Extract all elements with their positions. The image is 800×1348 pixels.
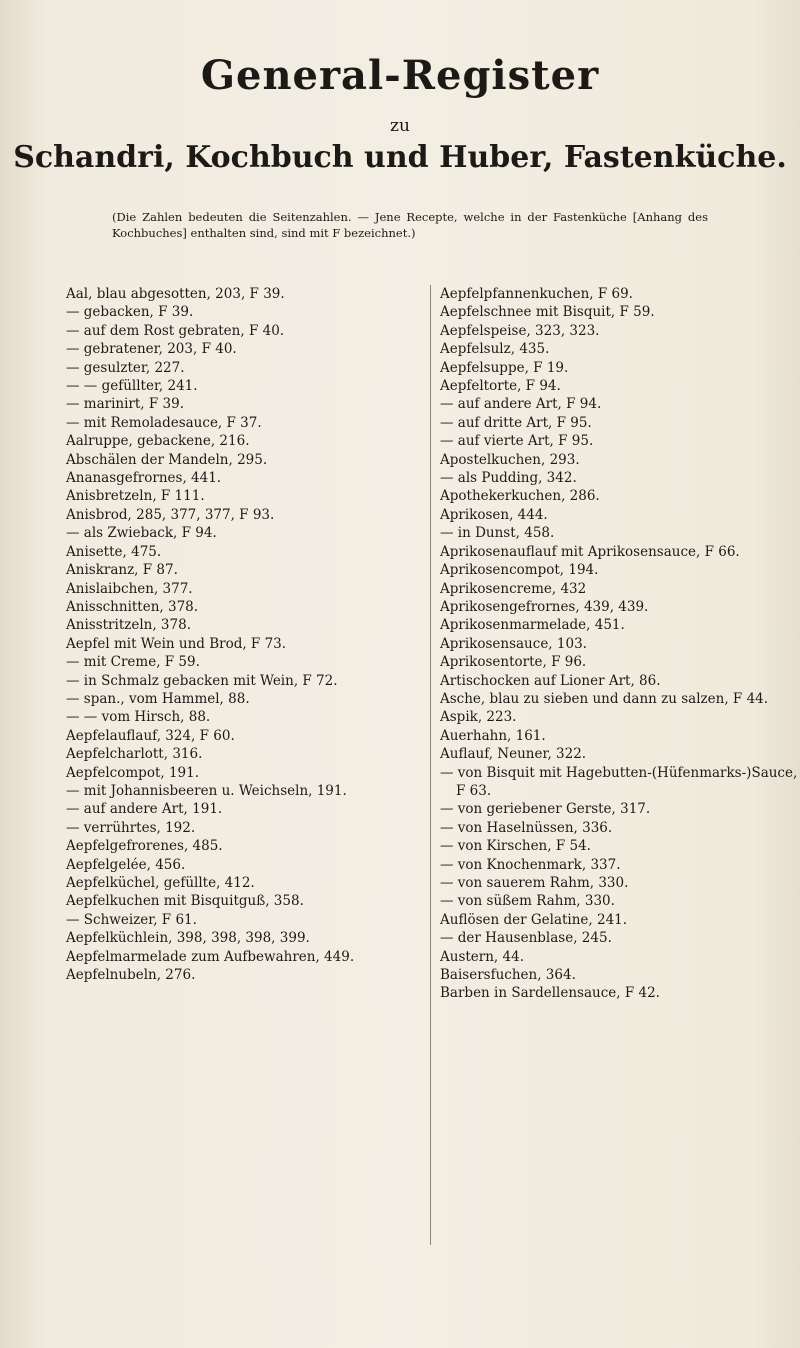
index-entry: — mit Creme, F 59. bbox=[66, 654, 200, 671]
page-title: General-Register bbox=[200, 52, 600, 99]
index-entry: — Schweizer, F 61. bbox=[66, 911, 197, 928]
index-entry: Aepfelküchlein, 398, 398, 398, 399. bbox=[66, 930, 310, 947]
index-entry: — auf dritte Art, F 95. bbox=[440, 414, 592, 431]
index-entry: Aepfelmarmelade zum Aufbewahren, 449. bbox=[66, 948, 355, 965]
index-entry: Aepfel mit Wein und Brod, F 73. bbox=[66, 635, 287, 652]
index-entry: Anisette, 475. bbox=[66, 543, 162, 560]
index-entry: Aepfelgefrorenes, 485. bbox=[66, 838, 223, 855]
index-entry: Aepfeltorte, F 94. bbox=[440, 378, 561, 395]
index-entry: — verrührtes, 192. bbox=[66, 819, 196, 836]
column-divider bbox=[430, 285, 431, 1245]
index-entry: — von Bisquit mit Hagebutten-(Hüfenmarks-)Sauce, F 63. bbox=[440, 764, 798, 799]
index-entry: — von Haselnüssen, 336. bbox=[440, 819, 613, 836]
index-entry: Asche, blau zu sieben und dann zu salzen, F 44. bbox=[440, 690, 769, 707]
left-column bbox=[66, 285, 421, 984]
index-entry: — auf vierte Art, F 95. bbox=[440, 433, 594, 450]
index-entry: — mit Johannisbeeren u. Weichseln, 191. bbox=[66, 782, 347, 799]
index-entry: Anisstritzeln, 378. bbox=[66, 617, 191, 634]
index-entry: Aprikosencompot, 194. bbox=[440, 562, 599, 579]
index-entry: — der Hausenblase, 245. bbox=[440, 930, 612, 947]
index-entry: Artischocken auf Lioner Art, 86. bbox=[440, 672, 661, 689]
index-entry: Aepfelcompot, 191. bbox=[66, 764, 200, 781]
index-entry: Anisschnitten, 378. bbox=[66, 598, 199, 615]
index-entry: — span., vom Hammel, 88. bbox=[66, 690, 250, 707]
index-entry: Aspik, 223. bbox=[440, 709, 517, 726]
index-entry: Apostelkuchen, 293. bbox=[440, 451, 580, 468]
index-entry: Aepfelkuchen mit Bisquitguß, 358. bbox=[66, 893, 304, 910]
index-entry: — auf andere Art, F 94. bbox=[440, 396, 602, 413]
index-entry: Aalruppe, gebackene, 216. bbox=[66, 433, 250, 450]
index-entry: Aprikosen, 444. bbox=[440, 506, 548, 523]
index-entry: Aepfelcharlott, 316. bbox=[66, 746, 203, 763]
index-entry: — auf andere Art, 191. bbox=[66, 801, 223, 818]
index-entry: — von geriebener Gerste, 317. bbox=[440, 801, 651, 818]
right-column bbox=[440, 285, 800, 1003]
index-entry: — von süßem Rahm, 330. bbox=[440, 893, 615, 910]
index-entry: — — vom Hirsch, 88. bbox=[66, 709, 211, 726]
index-entry: Aepfelküchel, gefüllte, 412. bbox=[66, 875, 255, 891]
index-entry: Apothekerkuchen, 286. bbox=[440, 488, 600, 505]
index-entry: — marinirt, F 39. bbox=[66, 396, 185, 413]
index-entry: Aniskranz, F 87. bbox=[66, 562, 178, 579]
page-subtitle: Schandri, Kochbuch und Huber, Fastenküche. bbox=[13, 140, 787, 175]
title-connector: zu bbox=[390, 116, 410, 136]
index-entry: Auflösen der Gelatine, 241. bbox=[440, 911, 628, 928]
explanatory-note: (Die Zahlen bedeuten die Seitenzahlen. — Jene Recepte, welche in der Fastenküche [Anhang des Kochbuches] enthalten sind, sind mit F bezeichnet.) bbox=[112, 210, 708, 240]
index-entry: — mit Remoladesauce, F 37. bbox=[66, 414, 262, 431]
index-entry: Auflauf, Neuner, 322. bbox=[440, 746, 587, 763]
index-entry: — gebratener, 203, F 40. bbox=[66, 341, 237, 358]
index-entry: — als Pudding, 342. bbox=[440, 470, 577, 487]
index-entry: Aal, blau abgesotten, 203, F 39. bbox=[66, 286, 285, 302]
index-entry: Aprikosenauflauf mit Aprikosensauce, F 66. bbox=[440, 543, 740, 560]
index-entry: Anisbretzeln, F 111. bbox=[66, 488, 205, 505]
index-entry: — — gefüllter, 241. bbox=[66, 378, 198, 395]
index-entry: Anisbrod, 285, 377, 377, F 93. bbox=[66, 506, 275, 523]
index-entry: Baisersfuchen, 364. bbox=[440, 967, 576, 984]
index-entry: Auerhahn, 161. bbox=[440, 727, 546, 744]
index-entry: — gesulzter, 227. bbox=[66, 359, 185, 376]
index-entry: Aepfelgelée, 456. bbox=[66, 856, 186, 873]
index-entry: — in Dunst, 458. bbox=[440, 525, 555, 542]
index-entry: Aprikosentorte, F 96. bbox=[440, 654, 587, 671]
index-entry: Aepfelpfannenkuchen, F 69. bbox=[440, 286, 633, 302]
index-entry: Aprikosencreme, 432 bbox=[440, 580, 587, 597]
index-entry: Ananasgefrornes, 441. bbox=[66, 470, 222, 487]
index-entry: Aepfelnubeln, 276. bbox=[66, 967, 196, 984]
index-entry: Aprikosengefrornes, 439, 439. bbox=[440, 598, 649, 615]
index-entry: Aprikosensauce, 103. bbox=[440, 635, 587, 652]
index-entry: Barben in Sardellensauce, F 42. bbox=[440, 985, 660, 1002]
index-entry: — von Knochenmark, 337. bbox=[440, 856, 621, 873]
index-entry: — von sauerem Rahm, 330. bbox=[440, 875, 629, 891]
index-entry: Anislaibchen, 377. bbox=[66, 580, 193, 597]
index-entry: Aprikosenmarmelade, 451. bbox=[440, 617, 625, 634]
index-entry: — als Zwieback, F 94. bbox=[66, 525, 217, 542]
index-entry: — gebacken, F 39. bbox=[66, 304, 194, 321]
index-entry: — auf dem Rost gebraten, F 40. bbox=[66, 322, 285, 339]
index-entry: Aepfelauflauf, 324, F 60. bbox=[66, 727, 235, 744]
index-entry: — in Schmalz gebacken mit Wein, F 72. bbox=[66, 672, 338, 689]
index-entry: Aepfelsulz, 435. bbox=[440, 341, 550, 358]
index-entry: Abschälen der Mandeln, 295. bbox=[66, 451, 268, 468]
index-entry: Aepfelspeise, 323, 323. bbox=[440, 322, 600, 339]
index-entry: Austern, 44. bbox=[440, 948, 524, 965]
index-entry: — von Kirschen, F 54. bbox=[440, 838, 591, 855]
index-entry: Aepfelsuppe, F 19. bbox=[440, 359, 569, 376]
index-entry: Aepfelschnee mit Bisquit, F 59. bbox=[440, 304, 655, 321]
